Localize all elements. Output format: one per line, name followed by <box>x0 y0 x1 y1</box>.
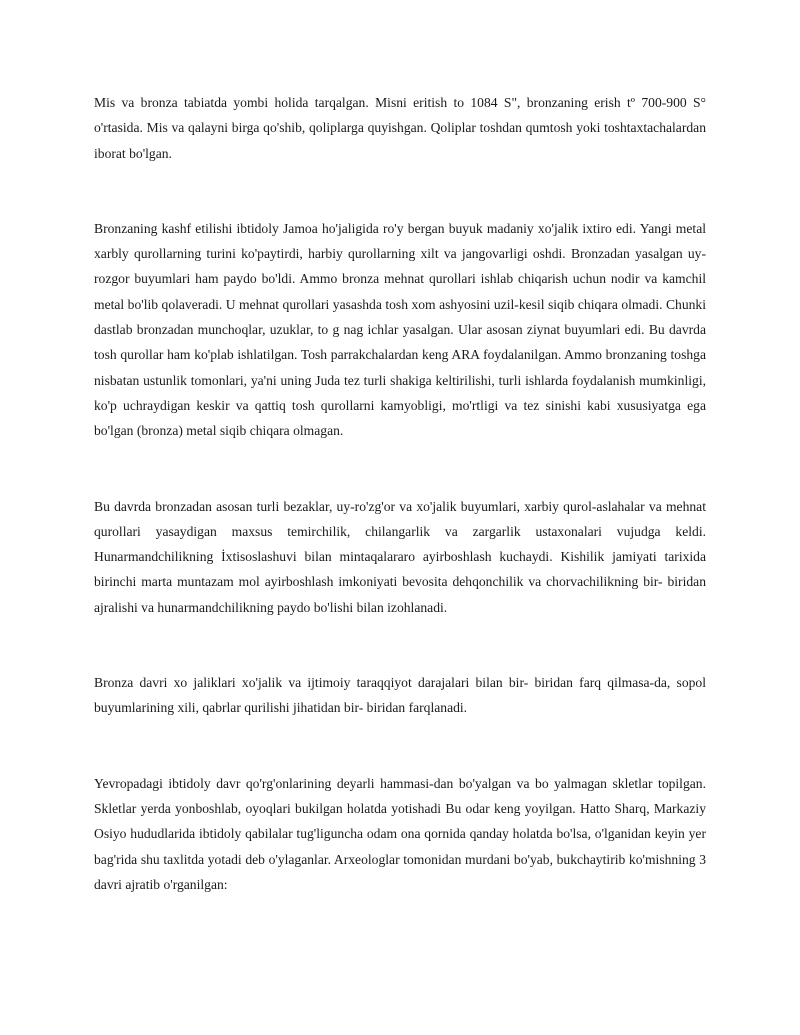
document-page <box>94 90 706 897</box>
paragraph-3: Bu davrda bronzadan asosan turli bezaklar, uy-ro'zg'or va xo'jalik buyumlari, xarbiy qurol-aslahalar va mehnat qurollari yasaydigan maxsus temirchilik, chilangarlik va zargarlik ustaxonalari vujudga keldi. Hunarmandchilikning İxtisoslashuvi bilan mintaqalararo ayirboshlash kuchaydi. Kishilik jamiyati tarixida birinchi marta muntazam mol ayirboshlash imkoniyati bevosita dehqonchilik va chorvachilikning bir- biridan ajralishi va hunarmandchilikning paydo bo'lishi bilan izohlanadi. <box>94 498 706 615</box>
paragraph-2: Bronzaning kashf etilishi ibtidoly Jamoa ho'jaligida ro'y bergan buyuk madaniy xo'jalik ixtiro edi. Yangi metal xarbly qurollarning turini ko'paytirdi, harbiy qurollarning xilt va jangovarligi oshdi. Bronzadan yasalgan uy-rozgor buyumlari ham paydo bo'ldi. Ammo bronza mehnat qurollari ishlab chiqarish uchun nodir va kamchil metal bo'lib qolaveradi. U mehnat qurollari yasashda tosh xom ashyosini uzil-kesil siqib chiqara olmadi. Chunki dastlab bronzadan munchoqlar, uzuklar, to g nag ichlar yasalgan. Ular asosan ziynat buyumlari edi. Bu davrda tosh qurollar ham ko'plab ishlatilgan. Tosh parrakchalardan keng ARA foydalanilgan. Ammo bronzaning toshga nisbatan ustunlik tomonlari, ya'ni uning Juda tez turli shakiga keltirilishi, turli ishlarda foydalanish mumkinligi, ko'p uchraydigan keskir va qattiq tosh qurollarni kamyobligi, mo'rtligi va tez sinishi kabi xususiyatga ega bo'lgan (bronza) metal siqib chiqara olmagan. <box>94 220 706 439</box>
paragraph-1: Mis va bronza tabiatda yombi holida tarqalgan. Misni eritish to 1084 S", bronzaning erish tº 700-900 S° o'rtasida. Mis va qalayni birga qo'shib, qoliplarga quyishgan. Qoliplar toshdan qumtosh yoki toshtaxtachalardan iborat bo'lgan. <box>94 95 706 161</box>
paragraph-4: Bronza davri xo jaliklari xo'jalik va ijtimoiy taraqqiyot darajalari bilan bir- biridan farq qilmasa-da, sopol buyumlarining xili, qabrlar qurilishi jihatidan bir- biridan farqlanadi. <box>94 675 706 716</box>
paragraph-5: Yevropadagi ibtidoly davr qo'rg'onlarining deyarli hammasi-dan bo'yalgan va bo yalmagan skletlar topilgan. Skletlar yerda yonboshlab, oyoqlari bukilgan holatda yotishadi Bu odar keng yoyilgan. Hatto Sharq, Markaziy Osiyo hududlarida ibtidoly qabilalar tug'liguncha odam ona qornida qanday holatda bo'lsa, o'lganidan keyin yer bag'rida shu taxlitda yotadi deb o'ylaganlar. Arxeologlar tomonidan murdani bo'yab, bukchaytirib ko'mishning 3 davri ajratib o'rganilgan: <box>94 775 706 892</box>
